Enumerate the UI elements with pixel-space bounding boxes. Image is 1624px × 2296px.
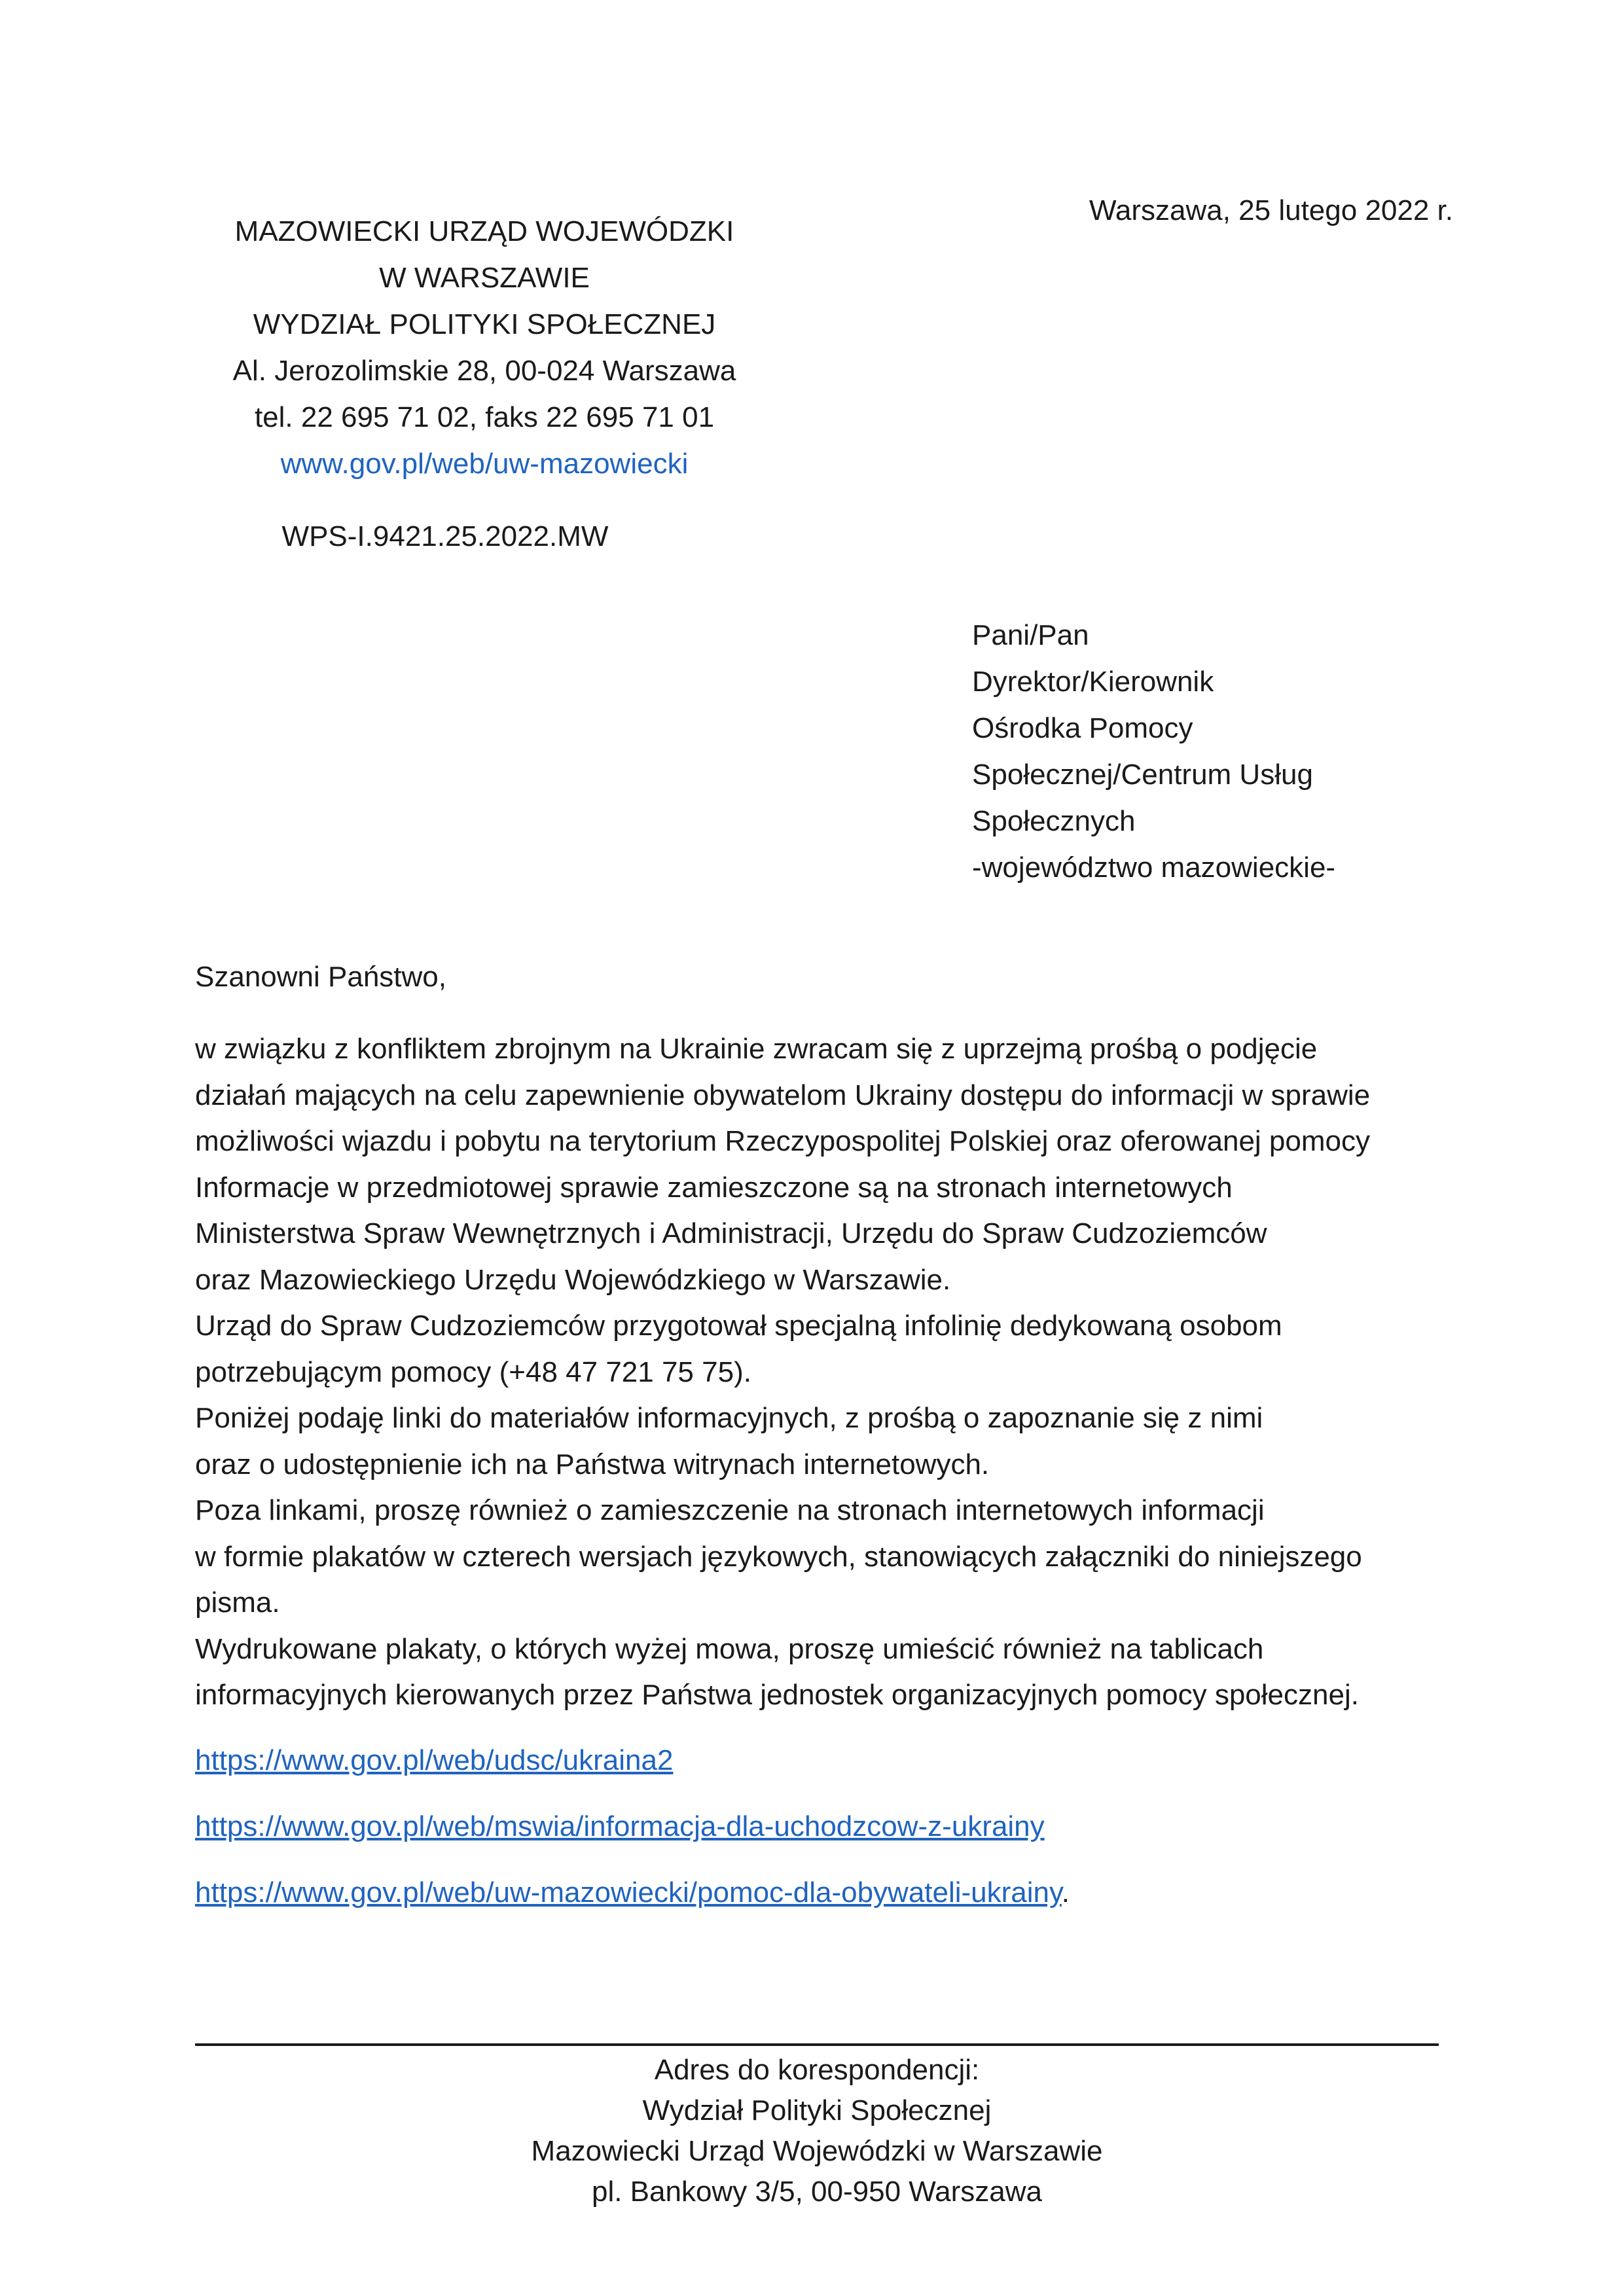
body-line: w formie plakatów w czterech wersjach językowych, stanowiących załączniki do niniejszego [195, 1540, 1362, 1573]
recipient-line: Społecznej/Centrum Usług [972, 759, 1313, 791]
link-mswia-informacja[interactable]: https://www.gov.pl/web/mswia/informacja-dla-uchodzcow-z-ukrainy [195, 1810, 1045, 1842]
sender-office-name: MAZOWIECKI URZĄD WOJEWÓDZKI [234, 215, 734, 247]
body-line: Ministerstwa Spraw Wewnętrznych i Administracji, Urzędu do Spraw Cudzoziemców [195, 1217, 1267, 1249]
body-line: informacyjnych kierowanych przez Państwa jednostek organizacyjnych pomocy społecznej. [195, 1679, 1359, 1711]
body-line: działań mających na celu zapewnienie obywatelom Ukrainy dostępu do informacji w sprawie [195, 1079, 1371, 1111]
sender-city: W WARSZAWIE [379, 262, 590, 294]
sender-block [151, 208, 818, 487]
recipient-line: -województwo mazowieckie- [972, 852, 1336, 884]
recipient-line: Ośrodka Pomocy [972, 712, 1193, 744]
letter-date: Warszawa, 25 lutego 2022 r. [1089, 194, 1453, 226]
body-line: w związku z konfliktem zbrojnym na Ukrainie zwracam się z uprzejmą prośbą o podjęcie [195, 1033, 1318, 1065]
letter-body [195, 1026, 1478, 1719]
body-line: oraz o udostępnienie ich na Państwa witrynach internetowych. [195, 1448, 990, 1480]
link-row [195, 1807, 1478, 1873]
link-udsc-ukraina[interactable]: https://www.gov.pl/web/udsc/ukraina2 [195, 1744, 674, 1776]
recipient-block [972, 612, 1561, 891]
footer-street: pl. Bankowy 3/5, 00-950 Warszawa [591, 2176, 1043, 2208]
body-line: Poniżej podaję linki do materiałów informacyjnych, z prośbą o zapoznanie się z nimi [195, 1402, 1263, 1434]
footer-divider [195, 2043, 1439, 2046]
sender-phone: tel. 22 695 71 02, faks 22 695 71 01 [254, 401, 715, 433]
recipient-line: Pani/Pan [972, 619, 1089, 651]
body-line: oraz Mazowieckiego Urzędu Wojewódzkiego w Warszawie. [195, 1263, 951, 1296]
salutation: Szanowni Państwo, [195, 961, 446, 993]
recipient-line: Dyrektor/Kierownik [972, 666, 1214, 698]
footer-heading: Adres do korespondencji: [654, 2054, 980, 2086]
body-line: Wydrukowane plakaty, o których wyżej mowa, proszę umieścić również na tablicach [195, 1632, 1264, 1665]
sender-department: WYDZIAŁ POLITYKI SPOŁECZNEJ [253, 308, 716, 340]
body-line: potrzebującym pomocy (+48 47 721 75 75). [195, 1355, 751, 1388]
body-line: Urząd do Spraw Cudzoziemców przygotował specjalną infolinię dedykowaną osobom [195, 1310, 1282, 1342]
recipient-line: Społecznych [972, 805, 1136, 837]
link-uw-mazowiecki-pomoc[interactable]: https://www.gov.pl/web/uw-mazowiecki/pomoc-dla-obywateli-ukrainy [195, 1876, 1062, 1909]
body-line: Poza linkami, proszę również o zamieszczenie na stronach internetowych informacji [195, 1494, 1265, 1526]
case-reference: WPS-I.9421.25.2022.MW [281, 520, 609, 552]
footer-department: Wydział Polityki Społecznej [642, 2094, 992, 2126]
body-line: możliwości wjazdu i pobytu na terytorium Rzeczypospolitej Polskiej oraz oferowanej pomocy [195, 1125, 1370, 1157]
links-list [195, 1741, 1478, 1939]
link-trailing-period: . [1061, 1876, 1070, 1909]
sender-address: Al. Jerozolimskie 28, 00-024 Warszawa [232, 355, 736, 387]
body-line: pisma. [195, 1587, 280, 1619]
link-row [195, 1741, 1478, 1807]
link-row [195, 1873, 1478, 1939]
footer-office: Mazowiecki Urząd Wojewódzki w Warszawie [531, 2135, 1103, 2167]
footer-address [195, 2050, 1439, 2212]
body-line: Informacje w przedmiotowej sprawie zamieszczone są na stronach internetowych [195, 1171, 1233, 1204]
sender-website-link[interactable]: www.gov.pl/web/uw-mazowiecki [280, 448, 689, 480]
